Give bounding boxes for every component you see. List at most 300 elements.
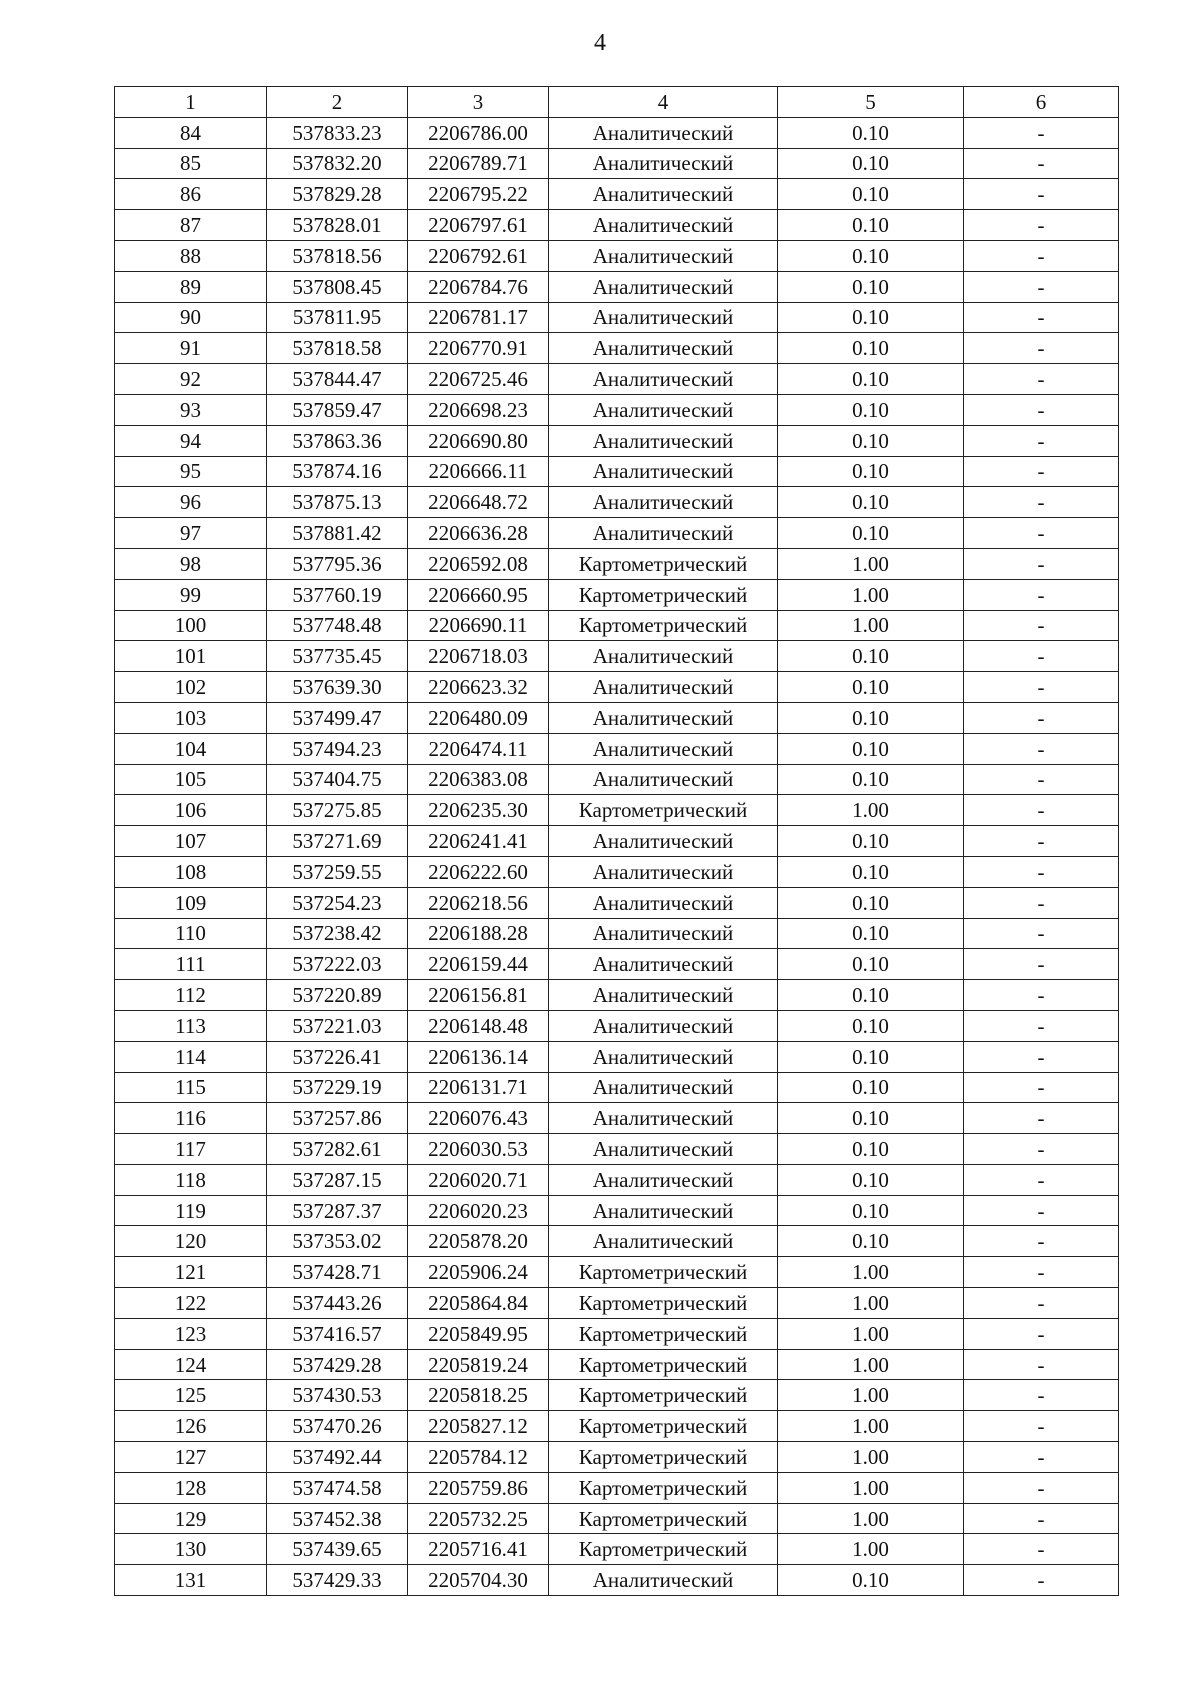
description-cell: - — [964, 518, 1119, 549]
y-coordinate-cell: 2206480.09 — [408, 702, 549, 733]
y-coordinate-cell: 2205716.41 — [408, 1534, 549, 1565]
y-coordinate-cell: 2206383.08 — [408, 764, 549, 795]
point-number-cell: 85 — [115, 148, 267, 179]
description-cell: - — [964, 302, 1119, 333]
method-cell: Картометрический — [549, 1288, 778, 1319]
y-coordinate-cell: 2205704.30 — [408, 1565, 549, 1596]
accuracy-cell: 1.00 — [778, 1472, 964, 1503]
column-header-1: 1 — [115, 87, 267, 118]
header-row — [115, 87, 1119, 118]
x-coordinate-cell: 537795.36 — [267, 548, 408, 579]
method-cell: Аналитический — [549, 117, 778, 148]
accuracy-cell: 0.10 — [778, 302, 964, 333]
method-cell: Картометрический — [549, 579, 778, 610]
y-coordinate-cell: 2206784.76 — [408, 271, 549, 302]
x-coordinate-cell: 537808.45 — [267, 271, 408, 302]
table-row — [115, 271, 1119, 302]
point-number-cell: 100 — [115, 610, 267, 641]
y-coordinate-cell: 2206030.53 — [408, 1134, 549, 1165]
description-cell: - — [964, 610, 1119, 641]
column-header-3: 3 — [408, 87, 549, 118]
method-cell: Аналитический — [549, 394, 778, 425]
table-row — [115, 1226, 1119, 1257]
x-coordinate-cell: 537863.36 — [267, 425, 408, 456]
y-coordinate-cell: 2206222.60 — [408, 856, 549, 887]
point-number-cell: 106 — [115, 795, 267, 826]
y-coordinate-cell: 2206770.91 — [408, 333, 549, 364]
description-cell: - — [964, 1442, 1119, 1473]
table-row — [115, 333, 1119, 364]
point-number-cell: 129 — [115, 1503, 267, 1534]
x-coordinate-cell: 537221.03 — [267, 1010, 408, 1041]
x-coordinate-cell: 537881.42 — [267, 518, 408, 549]
method-cell: Картометрический — [549, 1503, 778, 1534]
table-row — [115, 1442, 1119, 1473]
description-cell: - — [964, 425, 1119, 456]
description-cell: - — [964, 826, 1119, 857]
description-cell: - — [964, 1195, 1119, 1226]
y-coordinate-cell: 2206241.41 — [408, 826, 549, 857]
accuracy-cell: 0.10 — [778, 887, 964, 918]
accuracy-cell: 0.10 — [778, 1103, 964, 1134]
table-row — [115, 887, 1119, 918]
description-cell: - — [964, 1411, 1119, 1442]
y-coordinate-cell: 2206781.17 — [408, 302, 549, 333]
method-cell: Картометрический — [549, 1349, 778, 1380]
table-row — [115, 1503, 1119, 1534]
y-coordinate-cell: 2205732.25 — [408, 1503, 549, 1534]
description-cell: - — [964, 1041, 1119, 1072]
method-cell: Картометрический — [549, 548, 778, 579]
table-row — [115, 364, 1119, 395]
accuracy-cell: 0.10 — [778, 117, 964, 148]
accuracy-cell: 1.00 — [778, 1503, 964, 1534]
point-number-cell: 127 — [115, 1442, 267, 1473]
method-cell: Аналитический — [549, 210, 778, 241]
accuracy-cell: 0.10 — [778, 1072, 964, 1103]
x-coordinate-cell: 537226.41 — [267, 1041, 408, 1072]
accuracy-cell: 0.10 — [778, 1164, 964, 1195]
method-cell: Картометрический — [549, 1318, 778, 1349]
table-row — [115, 579, 1119, 610]
point-number-cell: 90 — [115, 302, 267, 333]
accuracy-cell: 0.10 — [778, 1041, 964, 1072]
description-cell: - — [964, 856, 1119, 887]
accuracy-cell: 1.00 — [778, 795, 964, 826]
method-cell: Картометрический — [549, 1411, 778, 1442]
table-row — [115, 425, 1119, 456]
table-row — [115, 826, 1119, 857]
description-cell: - — [964, 456, 1119, 487]
point-number-cell: 131 — [115, 1565, 267, 1596]
point-number-cell: 109 — [115, 887, 267, 918]
y-coordinate-cell: 2206636.28 — [408, 518, 549, 549]
x-coordinate-cell: 537748.48 — [267, 610, 408, 641]
y-coordinate-cell: 2206020.71 — [408, 1164, 549, 1195]
table-row — [115, 1164, 1119, 1195]
y-coordinate-cell: 2206623.32 — [408, 672, 549, 703]
x-coordinate-cell: 537829.28 — [267, 179, 408, 210]
description-cell: - — [964, 641, 1119, 672]
accuracy-cell: 0.10 — [778, 672, 964, 703]
method-cell: Аналитический — [549, 887, 778, 918]
method-cell: Аналитический — [549, 1041, 778, 1072]
point-number-cell: 130 — [115, 1534, 267, 1565]
method-cell: Аналитический — [549, 856, 778, 887]
description-cell: - — [964, 702, 1119, 733]
accuracy-cell: 0.10 — [778, 364, 964, 395]
point-number-cell: 102 — [115, 672, 267, 703]
description-cell: - — [964, 364, 1119, 395]
y-coordinate-cell: 2206218.56 — [408, 887, 549, 918]
y-coordinate-cell: 2206797.61 — [408, 210, 549, 241]
y-coordinate-cell: 2206698.23 — [408, 394, 549, 425]
y-coordinate-cell: 2206718.03 — [408, 641, 549, 672]
table-row — [115, 918, 1119, 949]
description-cell: - — [964, 1288, 1119, 1319]
table-row — [115, 179, 1119, 210]
column-header-4: 4 — [549, 87, 778, 118]
accuracy-cell: 0.10 — [778, 764, 964, 795]
y-coordinate-cell: 2205849.95 — [408, 1318, 549, 1349]
point-number-cell: 128 — [115, 1472, 267, 1503]
method-cell: Аналитический — [549, 1195, 778, 1226]
table-row — [115, 1380, 1119, 1411]
description-cell: - — [964, 148, 1119, 179]
description-cell: - — [964, 1010, 1119, 1041]
y-coordinate-cell: 2205906.24 — [408, 1257, 549, 1288]
y-coordinate-cell: 2205784.12 — [408, 1442, 549, 1473]
table-row — [115, 764, 1119, 795]
x-coordinate-cell: 537275.85 — [267, 795, 408, 826]
y-coordinate-cell: 2206136.14 — [408, 1041, 549, 1072]
x-coordinate-cell: 537818.58 — [267, 333, 408, 364]
description-cell: - — [964, 1103, 1119, 1134]
point-number-cell: 124 — [115, 1349, 267, 1380]
table-row — [115, 1565, 1119, 1596]
point-number-cell: 87 — [115, 210, 267, 241]
point-number-cell: 125 — [115, 1380, 267, 1411]
method-cell: Аналитический — [549, 456, 778, 487]
point-number-cell: 108 — [115, 856, 267, 887]
y-coordinate-cell: 2206789.71 — [408, 148, 549, 179]
description-cell: - — [964, 764, 1119, 795]
y-coordinate-cell: 2206786.00 — [408, 117, 549, 148]
method-cell: Аналитический — [549, 949, 778, 980]
table-row — [115, 1010, 1119, 1041]
accuracy-cell: 1.00 — [778, 1318, 964, 1349]
table-row — [115, 795, 1119, 826]
description-cell: - — [964, 579, 1119, 610]
y-coordinate-cell: 2206156.81 — [408, 980, 549, 1011]
method-cell: Картометрический — [549, 1472, 778, 1503]
description-cell: - — [964, 1503, 1119, 1534]
table-row — [115, 1472, 1119, 1503]
accuracy-cell: 0.10 — [778, 518, 964, 549]
y-coordinate-cell: 2206020.23 — [408, 1195, 549, 1226]
description-cell: - — [964, 1565, 1119, 1596]
method-cell: Картометрический — [549, 1442, 778, 1473]
point-number-cell: 99 — [115, 579, 267, 610]
description-cell: - — [964, 240, 1119, 271]
point-number-cell: 117 — [115, 1134, 267, 1165]
table-row — [115, 148, 1119, 179]
x-coordinate-cell: 537875.13 — [267, 487, 408, 518]
method-cell: Аналитический — [549, 148, 778, 179]
method-cell: Аналитический — [549, 826, 778, 857]
method-cell: Картометрический — [549, 610, 778, 641]
method-cell: Аналитический — [549, 1134, 778, 1165]
accuracy-cell: 0.10 — [778, 1134, 964, 1165]
x-coordinate-cell: 537257.86 — [267, 1103, 408, 1134]
table-row — [115, 980, 1119, 1011]
method-cell: Аналитический — [549, 672, 778, 703]
method-cell: Аналитический — [549, 702, 778, 733]
y-coordinate-cell: 2206188.28 — [408, 918, 549, 949]
description-cell: - — [964, 1072, 1119, 1103]
point-number-cell: 115 — [115, 1072, 267, 1103]
accuracy-cell: 1.00 — [778, 1534, 964, 1565]
description-cell: - — [964, 949, 1119, 980]
point-number-cell: 122 — [115, 1288, 267, 1319]
y-coordinate-cell: 2205759.86 — [408, 1472, 549, 1503]
accuracy-cell: 1.00 — [778, 1288, 964, 1319]
description-cell: - — [964, 733, 1119, 764]
x-coordinate-cell: 537760.19 — [267, 579, 408, 610]
x-coordinate-cell: 537238.42 — [267, 918, 408, 949]
point-number-cell: 107 — [115, 826, 267, 857]
y-coordinate-cell: 2206648.72 — [408, 487, 549, 518]
accuracy-cell: 0.10 — [778, 1010, 964, 1041]
y-coordinate-cell: 2206076.43 — [408, 1103, 549, 1134]
x-coordinate-cell: 537416.57 — [267, 1318, 408, 1349]
table-row — [115, 610, 1119, 641]
point-number-cell: 113 — [115, 1010, 267, 1041]
y-coordinate-cell: 2206592.08 — [408, 548, 549, 579]
x-coordinate-cell: 537452.38 — [267, 1503, 408, 1534]
point-number-cell: 94 — [115, 425, 267, 456]
method-cell: Картометрический — [549, 1534, 778, 1565]
description-cell: - — [964, 795, 1119, 826]
method-cell: Аналитический — [549, 980, 778, 1011]
table-row — [115, 949, 1119, 980]
accuracy-cell: 0.10 — [778, 271, 964, 302]
table-row — [115, 1534, 1119, 1565]
table-row — [115, 487, 1119, 518]
x-coordinate-cell: 537470.26 — [267, 1411, 408, 1442]
table-row — [115, 702, 1119, 733]
accuracy-cell: 0.10 — [778, 949, 964, 980]
table-row — [115, 548, 1119, 579]
point-number-cell: 88 — [115, 240, 267, 271]
method-cell: Аналитический — [549, 179, 778, 210]
table-row — [115, 856, 1119, 887]
point-number-cell: 111 — [115, 949, 267, 980]
table-row — [115, 210, 1119, 241]
table-header — [115, 87, 1119, 118]
table-row — [115, 1349, 1119, 1380]
method-cell: Аналитический — [549, 425, 778, 456]
x-coordinate-cell: 537282.61 — [267, 1134, 408, 1165]
point-number-cell: 84 — [115, 117, 267, 148]
y-coordinate-cell: 2206235.30 — [408, 795, 549, 826]
point-number-cell: 92 — [115, 364, 267, 395]
method-cell: Аналитический — [549, 302, 778, 333]
method-cell: Аналитический — [549, 333, 778, 364]
accuracy-cell: 0.10 — [778, 210, 964, 241]
description-cell: - — [964, 179, 1119, 210]
x-coordinate-cell: 537492.44 — [267, 1442, 408, 1473]
y-coordinate-cell: 2206666.11 — [408, 456, 549, 487]
y-coordinate-cell: 2205878.20 — [408, 1226, 549, 1257]
point-number-cell: 96 — [115, 487, 267, 518]
description-cell: - — [964, 548, 1119, 579]
accuracy-cell: 0.10 — [778, 456, 964, 487]
table-row — [115, 672, 1119, 703]
accuracy-cell: 1.00 — [778, 548, 964, 579]
x-coordinate-cell: 537220.89 — [267, 980, 408, 1011]
x-coordinate-cell: 537499.47 — [267, 702, 408, 733]
y-coordinate-cell: 2206148.48 — [408, 1010, 549, 1041]
y-coordinate-cell: 2206131.71 — [408, 1072, 549, 1103]
point-number-cell: 123 — [115, 1318, 267, 1349]
x-coordinate-cell: 537818.56 — [267, 240, 408, 271]
description-cell: - — [964, 1318, 1119, 1349]
method-cell: Аналитический — [549, 733, 778, 764]
y-coordinate-cell: 2206725.46 — [408, 364, 549, 395]
page-number: 4 — [594, 30, 606, 56]
description-cell: - — [964, 1257, 1119, 1288]
description-cell: - — [964, 918, 1119, 949]
method-cell: Аналитический — [549, 1226, 778, 1257]
accuracy-cell: 0.10 — [778, 702, 964, 733]
accuracy-cell: 0.10 — [778, 148, 964, 179]
accuracy-cell: 0.10 — [778, 980, 964, 1011]
accuracy-cell: 0.10 — [778, 856, 964, 887]
y-coordinate-cell: 2206792.61 — [408, 240, 549, 271]
y-coordinate-cell: 2206159.44 — [408, 949, 549, 980]
x-coordinate-cell: 537271.69 — [267, 826, 408, 857]
point-number-cell: 93 — [115, 394, 267, 425]
method-cell: Картометрический — [549, 1257, 778, 1288]
y-coordinate-cell: 2205818.25 — [408, 1380, 549, 1411]
x-coordinate-cell: 537639.30 — [267, 672, 408, 703]
point-number-cell: 86 — [115, 179, 267, 210]
point-number-cell: 112 — [115, 980, 267, 1011]
column-header-6: 6 — [964, 87, 1119, 118]
point-number-cell: 103 — [115, 702, 267, 733]
description-cell: - — [964, 394, 1119, 425]
description-cell: - — [964, 887, 1119, 918]
column-header-5: 5 — [778, 87, 964, 118]
method-cell: Аналитический — [549, 1103, 778, 1134]
x-coordinate-cell: 537811.95 — [267, 302, 408, 333]
table-row — [115, 456, 1119, 487]
method-cell: Аналитический — [549, 918, 778, 949]
point-number-cell: 116 — [115, 1103, 267, 1134]
description-cell: - — [964, 117, 1119, 148]
accuracy-cell: 0.10 — [778, 1565, 964, 1596]
description-cell: - — [964, 1534, 1119, 1565]
accuracy-cell: 0.10 — [778, 179, 964, 210]
x-coordinate-cell: 537833.23 — [267, 117, 408, 148]
point-number-cell: 118 — [115, 1164, 267, 1195]
accuracy-cell: 0.10 — [778, 487, 964, 518]
x-coordinate-cell: 537474.58 — [267, 1472, 408, 1503]
table-row — [115, 1411, 1119, 1442]
accuracy-cell: 0.10 — [778, 1226, 964, 1257]
method-cell: Аналитический — [549, 1164, 778, 1195]
table-row — [115, 1195, 1119, 1226]
description-cell: - — [964, 1472, 1119, 1503]
x-coordinate-cell: 537874.16 — [267, 456, 408, 487]
accuracy-cell: 0.10 — [778, 1195, 964, 1226]
y-coordinate-cell: 2206690.80 — [408, 425, 549, 456]
point-number-cell: 105 — [115, 764, 267, 795]
accuracy-cell: 0.10 — [778, 425, 964, 456]
description-cell: - — [964, 980, 1119, 1011]
description-cell: - — [964, 1226, 1119, 1257]
y-coordinate-cell: 2206660.95 — [408, 579, 549, 610]
x-coordinate-cell: 537254.23 — [267, 887, 408, 918]
x-coordinate-cell: 537353.02 — [267, 1226, 408, 1257]
description-cell: - — [964, 672, 1119, 703]
table-row — [115, 733, 1119, 764]
description-cell: - — [964, 1380, 1119, 1411]
accuracy-cell: 1.00 — [778, 1442, 964, 1473]
x-coordinate-cell: 537259.55 — [267, 856, 408, 887]
method-cell: Аналитический — [549, 487, 778, 518]
table-body — [115, 117, 1119, 1595]
point-number-cell: 97 — [115, 518, 267, 549]
method-cell: Картометрический — [549, 795, 778, 826]
method-cell: Аналитический — [549, 1010, 778, 1041]
table-row — [115, 240, 1119, 271]
x-coordinate-cell: 537429.33 — [267, 1565, 408, 1596]
method-cell: Картометрический — [549, 1380, 778, 1411]
x-coordinate-cell: 537428.71 — [267, 1257, 408, 1288]
accuracy-cell: 0.10 — [778, 733, 964, 764]
description-cell: - — [964, 1164, 1119, 1195]
accuracy-cell: 0.10 — [778, 918, 964, 949]
x-coordinate-cell: 537222.03 — [267, 949, 408, 980]
method-cell: Аналитический — [549, 764, 778, 795]
table-row — [115, 394, 1119, 425]
point-number-cell: 101 — [115, 641, 267, 672]
accuracy-cell: 0.10 — [778, 240, 964, 271]
accuracy-cell: 1.00 — [778, 1349, 964, 1380]
method-cell: Аналитический — [549, 1072, 778, 1103]
y-coordinate-cell: 2205827.12 — [408, 1411, 549, 1442]
description-cell: - — [964, 271, 1119, 302]
point-number-cell: 98 — [115, 548, 267, 579]
point-number-cell: 95 — [115, 456, 267, 487]
table-row — [115, 641, 1119, 672]
x-coordinate-cell: 537429.28 — [267, 1349, 408, 1380]
accuracy-cell: 1.00 — [778, 579, 964, 610]
y-coordinate-cell: 2206795.22 — [408, 179, 549, 210]
point-number-cell: 104 — [115, 733, 267, 764]
table-row — [115, 1041, 1119, 1072]
table-row — [115, 1318, 1119, 1349]
table-row — [115, 1103, 1119, 1134]
table-row — [115, 302, 1119, 333]
x-coordinate-cell: 537439.65 — [267, 1534, 408, 1565]
x-coordinate-cell: 537828.01 — [267, 210, 408, 241]
point-number-cell: 119 — [115, 1195, 267, 1226]
method-cell: Аналитический — [549, 364, 778, 395]
accuracy-cell: 1.00 — [778, 1380, 964, 1411]
